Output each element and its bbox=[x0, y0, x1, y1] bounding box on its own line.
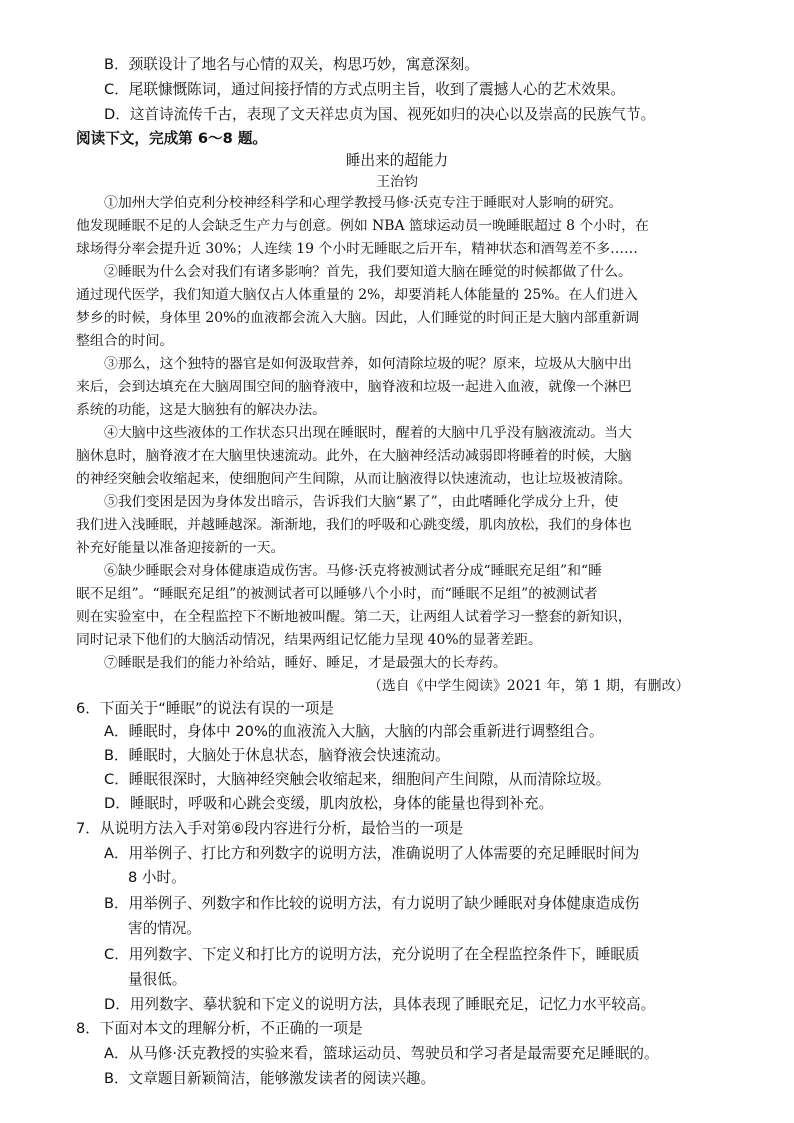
article-line: 梦乡的时候，身体里 20%的血液都会流入大脑。因此，人们睡觉的时间正是大脑内部重新调 bbox=[76, 310, 640, 326]
article-title: 睡出来的超能力 bbox=[345, 152, 449, 169]
article-line: ⑤我们变困是因为身体发出暗示，告诉我们大脑“累了”，由此嗜睡化学成分上升，使 bbox=[104, 494, 619, 510]
article-author: 王治钧 bbox=[376, 174, 418, 190]
prev-option-b: B．颈联设计了地名与心情的双关，构思巧妙，寓意深刻。 bbox=[104, 56, 479, 73]
question-8-option-a[interactable]: A．从马修·沃克教授的实验来看，篮球运动员、驾驶员和学习者是最需要充足睡眠的。 bbox=[104, 1045, 659, 1062]
question-6-stem: 6．下面关于“睡眠”的说法有误的一项是 bbox=[76, 700, 334, 717]
question-7-option-b-cont: 害的情况。 bbox=[128, 920, 201, 937]
question-7-option-d[interactable]: D．用列数字、摹状貌和下定义的说明方法，具体表现了睡眠充足，记忆力水平较高。 bbox=[104, 996, 656, 1013]
article-line: 的神经突触会收缩起来，使细胞间产生间隙，从而让脑液得以快速流动，也让垃圾被清除。 bbox=[76, 471, 632, 487]
question-7-option-c[interactable]: C．用列数字、下定义和打比方的说明方法，充分说明了在全程监控条件下，睡眠质 bbox=[104, 946, 640, 963]
article-line: ①加州大学伯克利分校神经科学和心理学教授马修·沃克专注于睡眠对人影响的研究。 bbox=[104, 195, 623, 211]
question-6-option-b[interactable]: B．睡眠时，大脑处于休息状态，脑脊液会快速流动。 bbox=[104, 747, 450, 764]
prev-option-d: D．这首诗流传千古，表现了文天祥忠贞为国、视死如归的决心以及崇高的民族气节。 bbox=[104, 106, 656, 123]
article-line: 系统的功能，这是大脑独有的解决办法。 bbox=[76, 402, 327, 418]
article-line: ②睡眠为什么会对我们有诸多影响？首先，我们要知道大脑在睡觉的时候都做了什么。 bbox=[104, 264, 632, 280]
article-line: 脑休息时，脑脊液才在大脑里快速流动。此外，在大脑神经活动减弱即将睡着的时候，大脑 bbox=[76, 448, 632, 464]
article-line: ③那么，这个独特的器官是如何汲取营养，如何清除垃圾的呢？原来，垃圾从大脑中出 bbox=[104, 356, 632, 372]
question-7-option-a-cont: 8 小时。 bbox=[128, 869, 186, 886]
question-6-option-a[interactable]: A．睡眠时，身体中 20%的血液流入大脑，大脑的内部会重新进行调整组合。 bbox=[104, 723, 604, 740]
article-line: 则在实验室中，在全程监控下不断地被叫醒。第二天，让两组人试着学习一整套的新知识， bbox=[76, 609, 632, 625]
article-line: ④大脑中这些液体的工作状态只出现在睡眠时，醒着的大脑中几乎没有脑液流动。当大 bbox=[104, 425, 632, 441]
article-line: 眠不足组”。“睡眠充足组”的被测试者可以睡够八个小时，而“睡眠不足组”的被测试者 bbox=[76, 586, 598, 602]
article-line: 补充好能量以准备迎接新的一天。 bbox=[76, 540, 285, 556]
question-7-option-c-cont: 量很低。 bbox=[128, 971, 187, 988]
article-line: 来后，会到达填充在大脑周围空间的脑脊液中，脑脊液和垃圾一起进入血液，就像一个淋巴 bbox=[76, 379, 632, 395]
article-line: ⑥缺少睡眠会对身体健康造成伤害。马修·沃克将被测试者分成“睡眠充足组”和“睡 bbox=[104, 563, 603, 579]
article-source: （选自《中学生阅读》2021 年，第 1 期，有删改） bbox=[368, 678, 690, 694]
article-line: 我们进入浅睡眠，并越睡越深。渐渐地，我们的呼吸和心跳变缓，肌肉放松，我们的身体也 bbox=[76, 517, 632, 533]
reading-instruction: 阅读下文，完成第 6～8 题。 bbox=[76, 130, 268, 147]
prev-option-c: C．尾联慷慨陈词，通过间接抒情的方式点明主旨，收到了震撼人心的艺术效果。 bbox=[104, 81, 625, 98]
article-line: 整组合的时间。 bbox=[76, 333, 174, 349]
article-line: ⑦睡眠是我们的能力补给站，睡好、睡足，才是最强大的长寿药。 bbox=[104, 655, 507, 671]
question-7-stem: 7．从说明方法入手对第⑥段内容进行分析，最恰当的一项是 bbox=[76, 820, 464, 837]
article-line: 同时记录下他们的大脑活动情况，结果两组记忆能力呈现 40%的显著差距。 bbox=[76, 632, 542, 648]
article-line: 球场得分率会提升近 30%；人连续 19 个小时无睡眠之后开车，精神状态和酒驾差不多…… bbox=[76, 241, 638, 257]
question-6-option-d[interactable]: D．睡眠时，呼吸和心跳会变缓，肌肉放松，身体的能量也得到补充。 bbox=[104, 795, 554, 812]
question-7-option-a[interactable]: A．用举例子、打比方和列数字的说明方法，准确说明了人体需要的充足睡眠时间为 bbox=[104, 845, 640, 862]
question-8-option-b[interactable]: B．文章题目新颖简洁，能够激发读者的阅读兴趣。 bbox=[104, 1070, 436, 1087]
article-line: 通过现代医学，我们知道大脑仅占人体重量的 2%，却要消耗人体能量的 25%。在人们进入 bbox=[76, 287, 638, 303]
article-line: 他发现睡眠不足的人会缺乏生产力与创意。例如 NBA 篮球运动员一晚睡眠超过 8 个小时，在 bbox=[76, 218, 649, 234]
question-8-stem: 8．下面对本文的理解分析，不正确的一项是 bbox=[76, 1020, 363, 1037]
question-7-option-b[interactable]: B．用举例子、列数字和作比较的说明方法，有力说明了缺少睡眠对身体健康造成伤 bbox=[104, 895, 640, 912]
question-6-option-c[interactable]: C．睡眠很深时，大脑神经突触会收缩起来，细胞间产生间隙，从而清除垃圾。 bbox=[104, 771, 611, 788]
